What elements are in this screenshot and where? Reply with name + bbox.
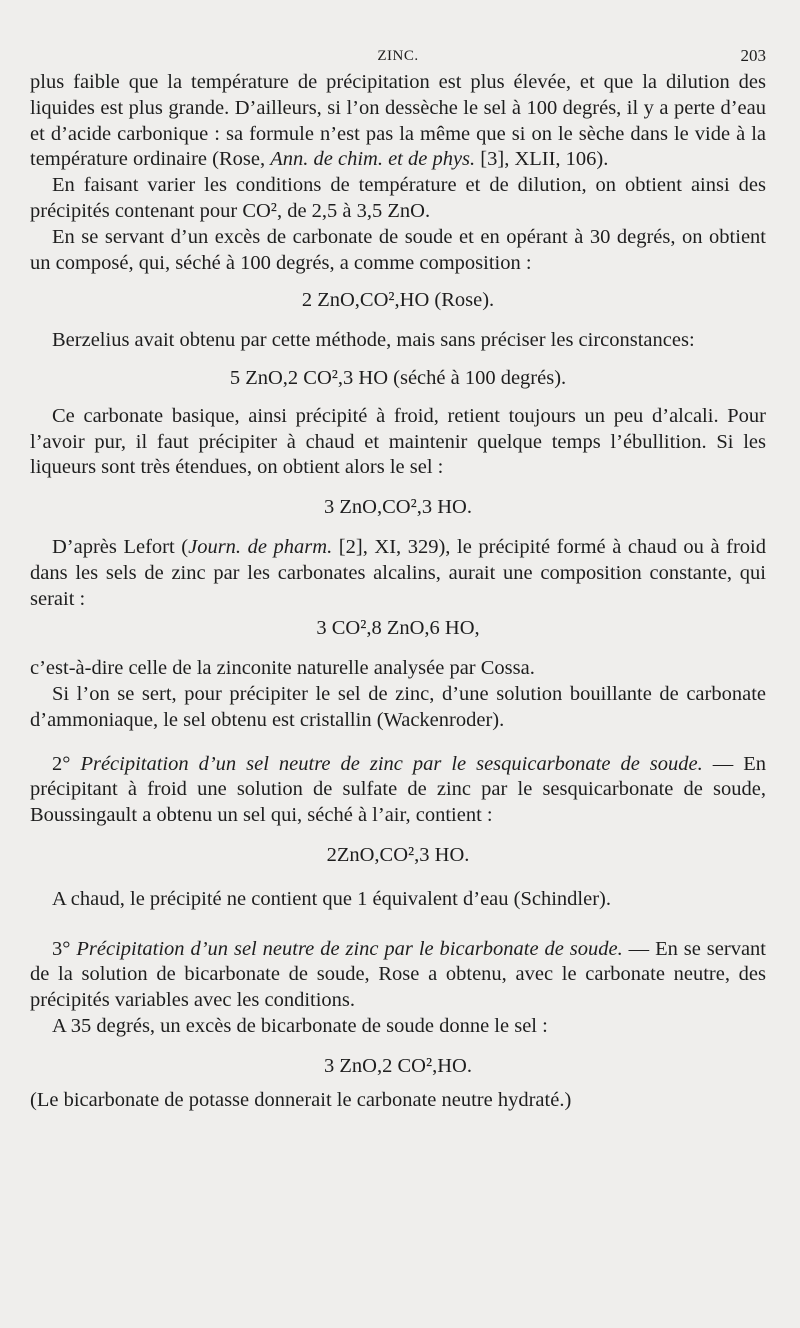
section-title: Précipitation d’un sel neutre de zinc par le sesquicarbonate de soude. [80,752,703,775]
paragraph: En se servant d’un excès de carbonate de soude et en opérant à 30 degrés, on obtient un composé, qui, séché à 100 degrés, a comme composition : [30,225,766,274]
citation: Journ. de pharm. [188,535,333,558]
formula: 3 CO²,8 ZnO,6 HO, [316,617,480,640]
section-title: Précipitation d’un sel neutre de zinc par le bicarbonate de soude. [76,937,623,960]
paragraph: (Le bicarbonate de potasse donnerait le carbonate neutre hydraté.) [30,1088,572,1111]
paragraph: Ce carbonate basique, ainsi précipité à froid, retient toujours un peu d’alcali. Pour l’avoir pur, il faut précipiter à chaud et maintenir quelque temps l’ébullition. Si les liqueurs sont très étendues, on obtient alors le sel : [30,404,766,479]
formula: 5 ZnO,2 CO²,3 HO (séché à 100 degrés). [229,366,567,389]
paragraph: Si l’on se sert, pour précipiter le sel de zinc, d’une solution bouillante de carbonate d’ammoniaque, le sel obtenu est cristallin (Wackenroder). [30,682,766,731]
paragraph: c’est-à-dire celle de la zinconite naturelle analysée par Cossa. [30,657,535,680]
running-title: ZINC. [377,48,419,64]
page-body [30,70,766,1113]
formula: 2ZnO,CO²,3 HO. [326,843,470,866]
page-header [30,44,766,72]
paragraph: A chaud, le précipité ne contient que 1 équivalent d’eau (Schindler). [52,887,611,910]
paragraph: Berzelius avait obtenu par cette méthode, mais sans préciser les circonstances: [52,329,695,352]
paragraph: En faisant varier les conditions de température et de dilution, on obtient ainsi des précipités contenant pour CO², de 2,5 à 3,5 ZnO. [30,174,766,222]
paragraph: plus faible que la température de précipitation est plus élevée, et que la dilution des liquides est plus grande. D’ailleurs, si l’on dessèche le sel à 100 degrés, il y a perte d’eau et d’acide carbonique : sa formule n’est pas la même que si on le sèche dans le vide à la température ordinaire (Rose, Ann. de chim. et de phys. [3], XLII, 106). [30,71,766,171]
spacer [30,734,766,752]
formula: 3 ZnO,2 CO²,HO. [324,1054,472,1077]
spacer [30,913,766,937]
section-paragraph: 2° Précipitation d’un sel neutre de zinc par le sesquicarbonate de soude. — En précipitant à froid une solution de sulfate de zinc par le sesquicarbonate de soude, Boussingault a obtenu un sel qui, séché à l’air, contient : [30,752,766,827]
formula: 3 ZnO,CO²,3 HO. [324,496,472,519]
page-number: 203 [740,46,766,65]
paragraph: A 35 degrés, un excès de bicarbonate de soude donne le sel : [52,1014,548,1037]
paragraph: D’après Lefort (Journ. de pharm. [2], XI, 329), le précipité formé à chaud ou à froid dans les sels de zinc par les carbonates alcalins, aurait une composition constante, qui serait : [30,535,766,610]
formula: 2 ZnO,CO²,HO (Rose). [301,289,495,312]
citation: Ann. de chim. et de phys. [270,148,476,171]
section-paragraph: 3° Précipitation d’un sel neutre de zinc par le bicarbonate de soude. — En se servant de la solution de bicarbonate de soude, Rose a obtenu, avec le carbonate neutre, des précipités variables avec les conditions. [30,937,766,1012]
